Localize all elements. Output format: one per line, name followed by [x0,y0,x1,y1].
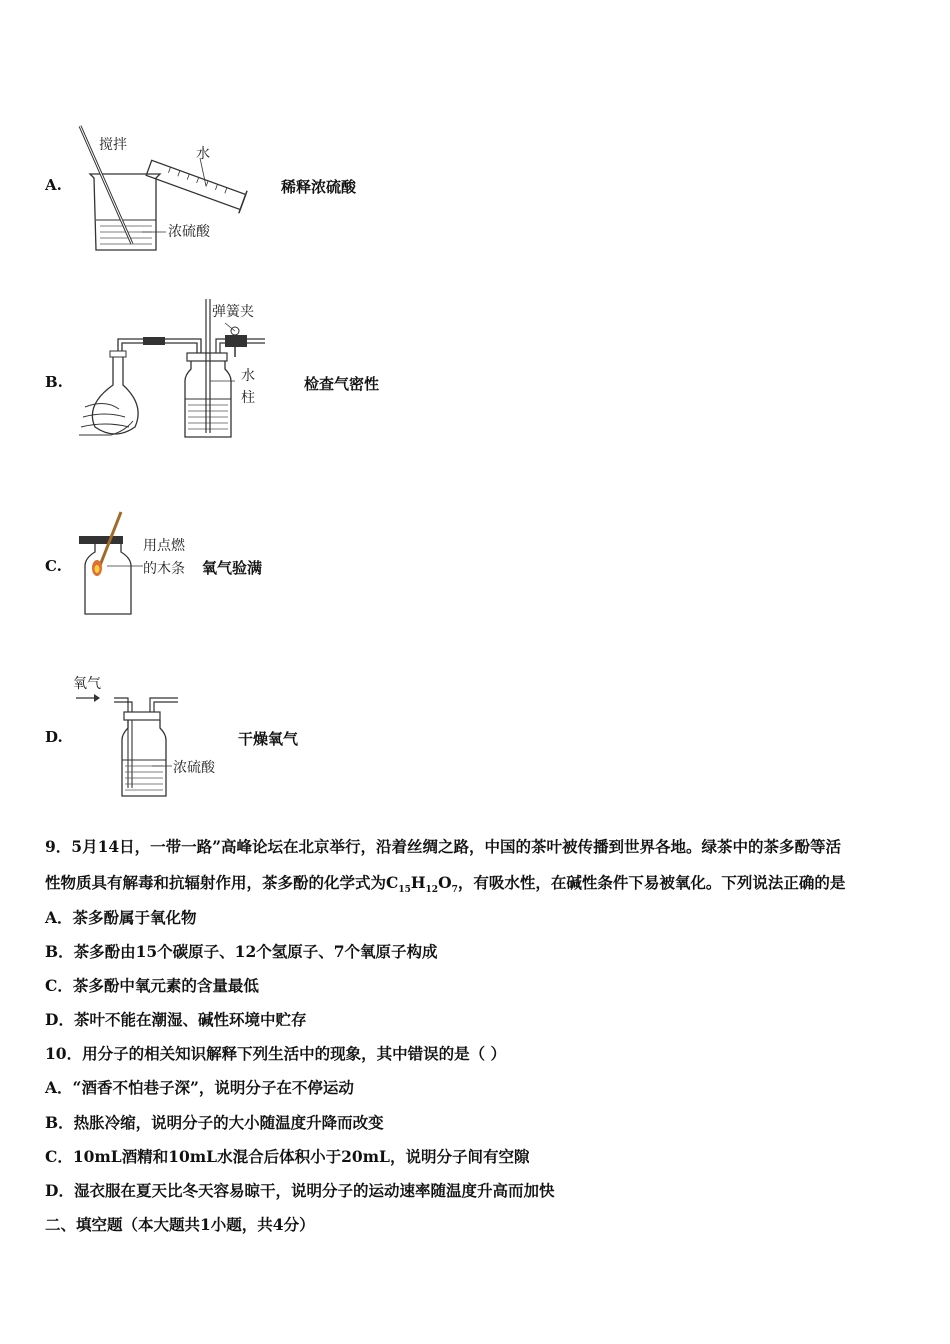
label-water: 水 [196,146,210,162]
q10-option-c: C．10mL酒精和10mL水混合后体积小于20mL，说明分子间有空隙 [45,1147,530,1166]
label-acid-d: 浓硫酸 [173,760,215,776]
label-clip: 弹簧夹 [212,304,254,320]
chem-formula: $C_{15}H_{12}O_7$ [386,873,458,896]
option-a-letter: A. [45,176,62,194]
option-b-letter: B. [45,373,63,391]
label-gas: 氧气 [73,676,101,692]
q10-option-a: A．“酒香不怕巷子深”，说明分子在不停运动 [45,1078,354,1097]
label-water-col-1: 水 [241,368,255,384]
q9-stem-line1: 9．5月14日，一带一路”高峰论坛在北京举行，沿着丝绸之路，中国的茶叶被传播到世界各地。绿茶中的茶多酚等活 [45,837,842,856]
caption-d: 干燥氧气 [238,730,299,748]
q9-option-d: D．茶叶不能在潮湿、碱性环境中贮存 [45,1010,307,1029]
caption-a: 稀释浓硫酸 [281,178,357,196]
option-c-letter: C. [45,557,62,575]
q10-option-d: D．湿衣服在夏天比冬天容易晾干，说明分子的运动速率随温度升高而加快 [45,1181,555,1200]
q9-option-a: A．茶多酚属于氧化物 [45,908,197,927]
label-water-col-2: 柱 [241,390,255,406]
caption-b: 检查气密性 [304,375,380,393]
option-d-letter: D. [45,728,63,746]
q10-option-b: B．热胀冷缩，说明分子的大小随温度升降而改变 [45,1113,384,1132]
q10-stem: 10．用分子的相关知识解释下列生活中的现象，其中错误的是（ ） [45,1044,506,1063]
q9-option-b: B．茶多酚由15个碳原子、12个氢原子、7个氧原子构成 [45,942,438,961]
dry-oxygen-diagram [72,690,232,802]
q9-stem-line2: 性物质具有解毒和抗辐射作用，茶多酚的化学式为$C_{15}H_{12}O_7$，有吸水性，在碱性条件下易被氧化。下列说法正确的是 [45,873,846,896]
label-acid-a: 浓硫酸 [168,224,210,240]
caption-c: 氧气验满 [202,559,263,577]
label-stick-2: 的木条 [143,561,185,577]
q9-option-c: C．茶多酚中氧元素的含量最低 [45,976,259,995]
section-heading: 二、填空题（本大题共1小题，共4分） [45,1215,315,1234]
label-stir: 搅拌 [99,137,127,153]
label-stick-1: 用点燃 [143,538,185,554]
